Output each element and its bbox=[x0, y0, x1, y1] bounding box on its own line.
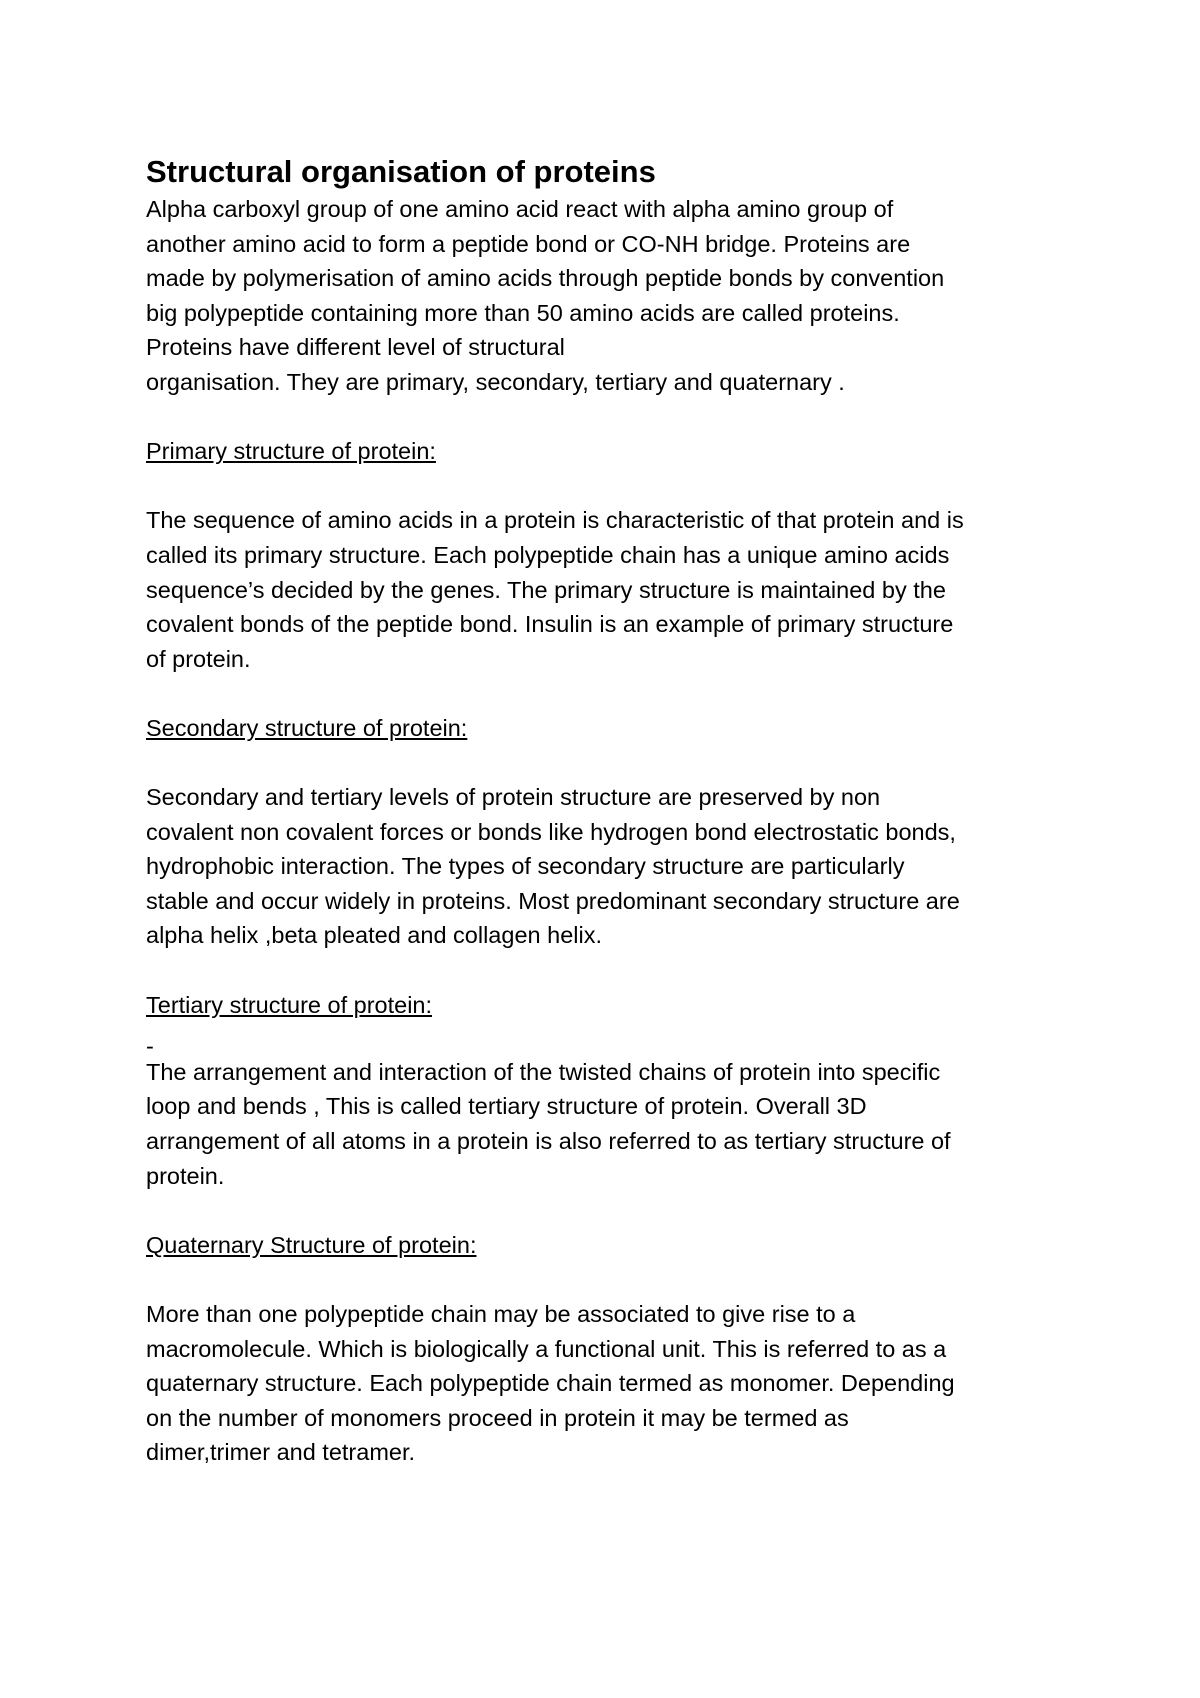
section-heading: Primary structure of protein: bbox=[146, 438, 436, 465]
paragraph-line: stable and occur widely in proteins. Most predominant secondary structure are bbox=[146, 887, 960, 914]
section-paragraph bbox=[146, 780, 1076, 953]
paragraph-line: made by polymerisation of amino acids through peptide bonds by convention bbox=[146, 265, 945, 292]
paragraph-line: loop and bends , This is called tertiary structure of protein. Overall 3D bbox=[146, 1093, 867, 1120]
paragraph-line: Proteins have different level of structural bbox=[146, 334, 565, 361]
document-body bbox=[146, 152, 1076, 1470]
paragraph-line: macromolecule. Which is biologically a functional unit. This is referred to as a bbox=[146, 1335, 947, 1362]
paragraph-line: sequence’s decided by the genes. The primary structure is maintained by the bbox=[146, 576, 946, 603]
paragraph-line: organisation. They are primary, secondary, tertiary and quaternary . bbox=[146, 368, 845, 395]
paragraph-line: of protein. bbox=[146, 645, 251, 672]
section-paragraph bbox=[146, 1055, 1076, 1193]
section-secondary bbox=[146, 711, 1076, 953]
paragraph-line: called its primary structure. Each polypeptide chain has a unique amino acids bbox=[146, 541, 950, 568]
paragraph-line: hydrophobic interaction. The types of secondary structure are particularly bbox=[146, 853, 905, 880]
paragraph-line: covalent bonds of the peptide bond. Insulin is an example of primary structure bbox=[146, 611, 954, 638]
paragraph-line: quaternary structure. Each polypeptide chain termed as monomer. Depending bbox=[146, 1370, 955, 1397]
paragraph-line: The sequence of amino acids in a protein is characteristic of that protein and is bbox=[146, 507, 964, 534]
paragraph-line: another amino acid to form a peptide bond or CO-NH bridge. Proteins are bbox=[146, 230, 911, 257]
intro-paragraph bbox=[146, 192, 1076, 400]
paragraph-line: covalent non covalent forces or bonds like hydrogen bond electrostatic bonds, bbox=[146, 818, 956, 845]
paragraph-line: alpha helix ,beta pleated and collagen helix. bbox=[146, 922, 602, 949]
paragraph-line: on the number of monomers proceed in protein it may be termed as bbox=[146, 1404, 849, 1431]
section-paragraph bbox=[146, 503, 1076, 676]
section-heading: Secondary structure of protein: bbox=[146, 714, 468, 741]
section-paragraph bbox=[146, 1297, 1076, 1470]
paragraph-line: arrangement of all atoms in a protein is also referred to as tertiary structure of bbox=[146, 1128, 951, 1155]
section-heading: Tertiary structure of protein: bbox=[146, 991, 433, 1018]
paragraph-line: Secondary and tertiary levels of protein structure are preserved by non bbox=[146, 784, 881, 811]
stray-dash: - bbox=[146, 1032, 154, 1059]
section-primary bbox=[146, 434, 1076, 676]
paragraph-line: The arrangement and interaction of the twisted chains of protein into specific bbox=[146, 1058, 941, 1085]
document-title: Structural organisation of proteins bbox=[146, 154, 656, 189]
section-heading: Quaternary Structure of protein: bbox=[146, 1231, 477, 1258]
section-tertiary bbox=[146, 988, 1076, 1194]
paragraph-line: More than one polypeptide chain may be associated to give rise to a bbox=[146, 1301, 856, 1327]
paragraph-line: dimer,trimer and tetramer. bbox=[146, 1439, 416, 1466]
paragraph-line: Alpha carboxyl group of one amino acid react with alpha amino group of bbox=[146, 196, 894, 222]
paragraph-line: big polypeptide containing more than 50 amino acids are called proteins. bbox=[146, 299, 900, 326]
paragraph-line: protein. bbox=[146, 1162, 225, 1189]
section-quaternary bbox=[146, 1228, 1076, 1470]
